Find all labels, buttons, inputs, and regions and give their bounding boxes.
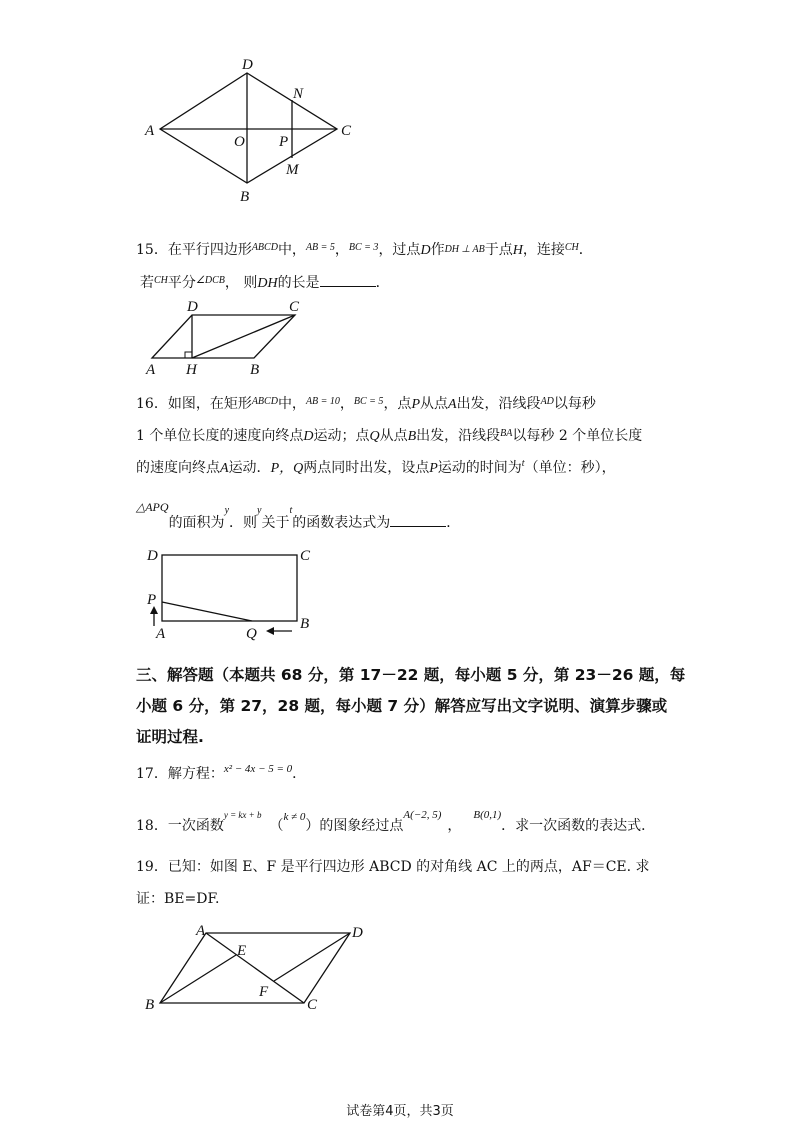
segment-be [160, 955, 236, 1003]
segment-df [274, 933, 350, 981]
label-f: F [259, 984, 269, 1000]
answer-blank-15[interactable] [320, 272, 376, 287]
parallelogram-15-svg [140, 298, 310, 378]
figure-parallelogram-19 [140, 918, 380, 1018]
label-a: A [146, 362, 156, 378]
rhombus-svg [140, 55, 370, 210]
label-d: D [352, 925, 363, 941]
segment-pq [162, 602, 252, 621]
section-3-heading-line3: 证明过程. [136, 728, 204, 746]
page-footer: 试卷第4页，共3页 [346, 1104, 454, 1119]
label-a: A [145, 123, 155, 139]
segment-ch [192, 315, 295, 358]
label-o: O [234, 134, 245, 150]
right-angle-mark [185, 352, 192, 358]
label-b: B [300, 616, 310, 632]
label-m: M [286, 162, 299, 178]
question-19-line2: 证：BE=DF. [136, 891, 220, 907]
parallelogram-outline [152, 315, 295, 358]
label-e: E [237, 943, 247, 959]
question-16-line1: 16．如图，在矩形$^{ABCD}$中，$^{AB = 10}$，$^{BC = 5}$，点P从点A出发，沿线段$^{AD}$以每秒 [136, 396, 596, 412]
label-h: H [186, 362, 197, 378]
label-c: C [300, 548, 311, 564]
question-16-line2: 1 个单位长度的速度向终点D运动；点Q从点B出发，沿线段$^{BA}$以每秒 2 个单位长度 [136, 428, 643, 444]
label-q: Q [246, 626, 257, 642]
question-17: 17．解方程：$^{x^2 - 4x - 5 = 0}$． [136, 763, 307, 782]
label-a: A [196, 923, 206, 939]
question-18: 18．一次函数$^{y = kx + b}$（$^{k \ne 0}$）的图象经过点$^{A(-2, 5)}$，$^{B(0,1)}$．求一次函数的表达式． [136, 809, 656, 834]
label-d: D [242, 57, 253, 73]
question-15-line2: 若$^{CH}$平分$^{\angle DCB}$， 则DH的长是 ． [140, 272, 390, 295]
section-3-heading-line1: 三、解答题（本题共 68 分，第 17－22 题，每小题 5 分，第 23－26 题，每 [136, 666, 686, 684]
rectangle-16-svg [140, 540, 330, 650]
label-a: A [156, 626, 166, 642]
rhombus-outline [160, 73, 337, 183]
section-3-heading-line2: 小题 6 分，第 27，28 题，每小题 7 分）解答应写出文字说明、演算步骤或 [136, 697, 668, 715]
question-15-line1: 15．在平行四边形$^{ABCD}$中，$^{AB = 5}$，$^{BC = 3}$，过点D作DH ⊥ AB于点H，连接$^{CH}$． [136, 242, 593, 258]
figure-rectangle-16 [140, 540, 330, 650]
label-d: D [147, 548, 158, 564]
figure-parallelogram-15 [140, 298, 310, 378]
label-p: P [147, 592, 157, 608]
label-c: C [289, 299, 300, 315]
parallelogram-19-svg [140, 918, 380, 1018]
answer-blank-16[interactable] [390, 512, 446, 527]
label-c: C [307, 997, 318, 1013]
diagonal-ac [206, 933, 304, 1003]
label-b: B [145, 997, 155, 1013]
label-n: N [293, 86, 304, 102]
label-c: C [341, 123, 352, 139]
label-d: D [187, 299, 198, 315]
question-19-line1: 19．已知：如图 E、F 是平行四边形 ABCD 的对角线 AC 上的两点，AF＝CE. 求 [136, 859, 650, 875]
rectangle-abcd [162, 555, 297, 621]
label-p: P [279, 134, 289, 150]
label-b: B [240, 189, 250, 205]
question-16-line3: 的速度向终点A运动．P，Q两点同时出发，设点P运动的时间为$^t$（单位：秒）， [136, 458, 616, 476]
arrowhead-left [266, 627, 274, 635]
figure-rhombus [140, 55, 370, 210]
question-16-line4: △APQ的面积为$^y$．则$^y$关于$^t$的函数表达式为 ． [136, 500, 461, 531]
label-b: B [250, 362, 260, 378]
